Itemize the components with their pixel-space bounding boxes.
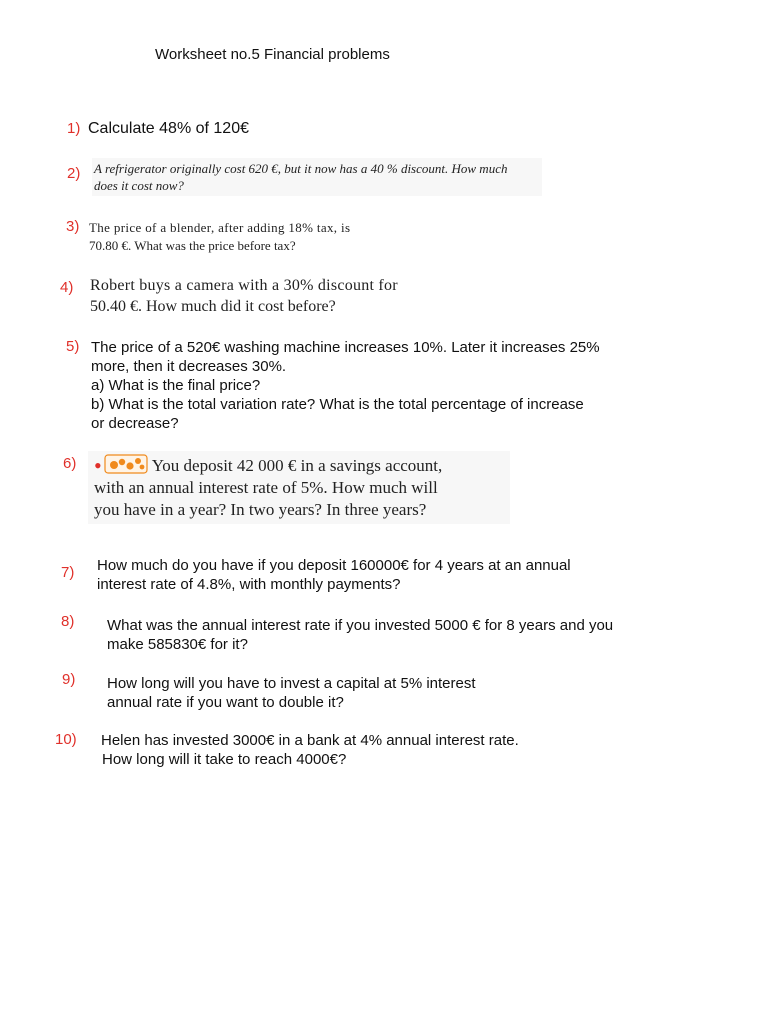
problem-5-line: b) What is the total variation rate? What is the total percentage of increase — [91, 396, 584, 413]
problem-2-line: does it cost now? — [94, 178, 184, 193]
problem-number-7: 7) — [61, 564, 75, 581]
problem-number-6: 6) — [63, 455, 77, 472]
problem-number-9: 9) — [62, 671, 76, 688]
problem-9-line: annual rate if you want to double it? — [107, 694, 344, 711]
problem-text-2 — [92, 158, 542, 196]
problem-6-line-text: You deposit 42 000 € in a savings account, — [151, 456, 443, 475]
problem-text-5 — [91, 338, 600, 433]
problem-7-line: How much do you have if you deposit 160000€ for 4 years at an annual — [97, 557, 571, 574]
problem-2-line: A refrigerator originally cost 620 €, but it now has a 40 % discount. How much — [94, 161, 508, 176]
problem-7-line: interest rate of 4.8%, with monthly payments? — [97, 576, 401, 593]
page-title: Worksheet no.5 Financial problems — [155, 46, 390, 63]
problem-5-line: or decrease? — [91, 415, 179, 432]
problem-3-line: 70.80 €. What was the price before tax? — [89, 238, 296, 253]
problem-number-1: 1) — [67, 120, 81, 137]
problem-number-4: 4) — [60, 279, 74, 296]
problem-1-line: Calculate 48% of 120€ — [88, 120, 249, 137]
problem-3-line: The price of a blender, after adding 18% tax, is — [89, 220, 351, 235]
problem-number-5: 5) — [66, 338, 80, 355]
problem-number-8: 8) — [61, 613, 75, 630]
bullet-dot: • — [94, 453, 102, 478]
problem-10-line: How long will it take to reach 4000€? — [102, 751, 347, 768]
problem-text-4 — [90, 275, 456, 317]
problem-text-7 — [97, 556, 571, 594]
problem-text-9 — [107, 674, 476, 712]
problem-number-2: 2) — [67, 165, 81, 182]
problem-4-line: Robert buys a camera with a 30% discount for — [90, 277, 398, 294]
problem-6-line — [94, 454, 504, 477]
problem-text-8 — [107, 616, 613, 654]
problem-5-line: a) What is the final price? — [91, 377, 261, 394]
problem-9-line: How long will you have to invest a capital at 5% interest — [107, 675, 476, 692]
problem-5-line: The price of a 520€ washing machine increases 10%. Later it increases 25% — [91, 339, 600, 356]
problem-8-line: make 585830€ for it? — [107, 636, 248, 653]
problem-text-1 — [88, 119, 249, 138]
problem-number-3: 3) — [66, 218, 80, 235]
problem-text-3 — [89, 219, 393, 255]
problem-number-10: 10) — [55, 731, 77, 748]
coins-icon — [104, 454, 148, 474]
problem-4-line: 50.40 €. How much did it cost before? — [90, 298, 336, 315]
problem-6-line: with an annual interest rate of 5%. How much will — [94, 478, 438, 497]
problem-8-line: What was the annual interest rate if you invested 5000 € for 8 years and you — [107, 617, 614, 634]
problem-text-10 — [101, 731, 519, 769]
problem-5-line: more, then it decreases 30%. — [91, 358, 287, 375]
problem-6-line: you have in a year? In two years? In three years? — [94, 500, 427, 519]
problem-text-6 — [88, 451, 510, 524]
problem-10-line: Helen has invested 3000€ in a bank at 4% annual interest rate. — [101, 732, 519, 749]
